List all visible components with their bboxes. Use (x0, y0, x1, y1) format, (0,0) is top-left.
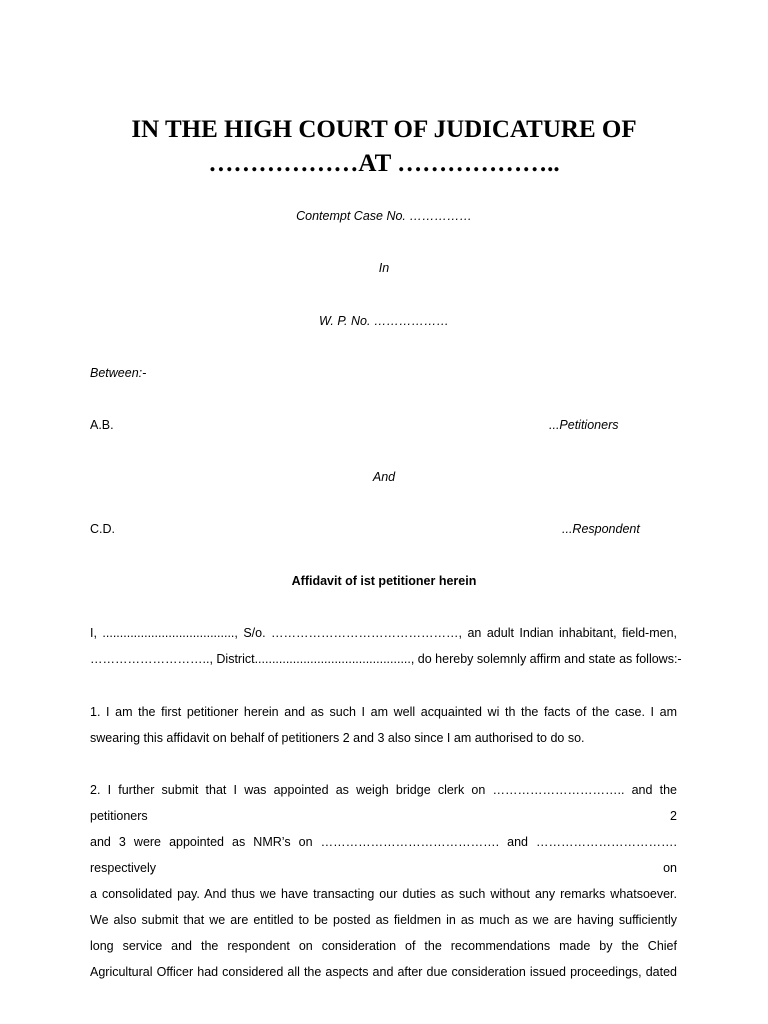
intro-paragraph (90, 620, 682, 672)
paragraph-line: We also submit that we are entitled to be posted as fieldmen in as much as we are having sufficiently (90, 913, 677, 927)
paragraph-line: and 3 were appointed as NMR’s on ……………………………………. and ……………………………. respectively on (90, 835, 677, 875)
party-cd: C.D. (90, 522, 115, 536)
paragraph-line: swearing this affidavit on behalf of petitioners 2 and 3 also since I am authorised to do so. (90, 731, 585, 745)
and-label: And (372, 470, 396, 484)
party-ab: A.B. (90, 418, 114, 432)
court-title-line2: ………………AT ……………….. (208, 150, 560, 177)
intro-line: ……………………….., District............................................., do hereby solemnly affirm and state as follows:- (90, 652, 682, 666)
contempt-case-number: Contempt Case No. …………… (296, 209, 472, 223)
between-label: Between:- (90, 366, 147, 380)
intro-line: I, ......................................, S/o. ………………………………………, an adult Indian inhabitant, field-men, (90, 626, 677, 640)
in-label: In (378, 261, 390, 275)
paragraph-1 (90, 699, 677, 751)
court-title-line1: IN THE HIGH COURT OF JUDICATURE OF (131, 116, 637, 143)
paragraph-line: 2. I further submit that I was appointed as weigh bridge clerk on ………………………….. and the petitioners 2 (90, 783, 677, 823)
paragraph-line: long service and the respondent on consideration of the recommendations made by the Chief (90, 939, 677, 953)
paragraph-line: a consolidated pay. And thus we have transacting our duties as such without any remarks whatsoever. (90, 887, 677, 901)
writ-petition-number: W. P. No. ……………… (319, 314, 449, 328)
affidavit-heading: Affidavit of ist petitioner herein (291, 574, 477, 588)
respondent-label: ...Respondent (562, 522, 640, 536)
paragraph-line: 1. I am the first petitioner herein and as such I am well acquainted wi th the facts of the case. I am (90, 705, 677, 719)
paragraph-line: Agricultural Officer had considered all the aspects and after due consideration issued proceedings, dated (90, 965, 677, 979)
paragraph-2 (90, 777, 677, 985)
petitioners-label: ...Petitioners (549, 418, 619, 432)
